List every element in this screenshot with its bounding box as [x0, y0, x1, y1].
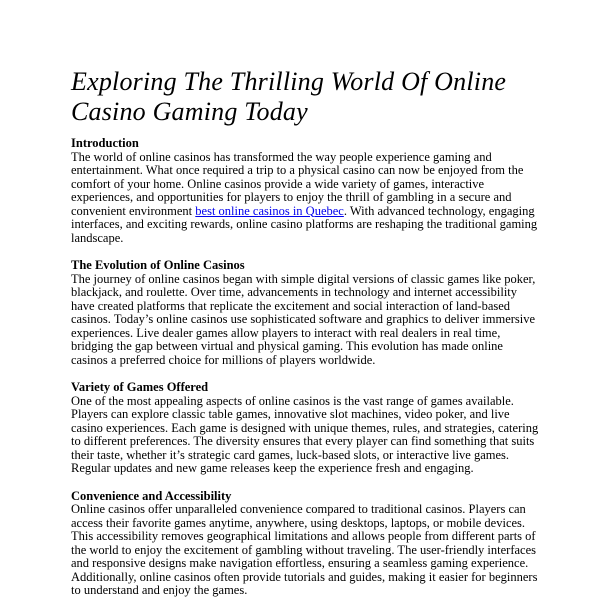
article-title	[71, 67, 541, 127]
section-heading-convenience: Convenience and Accessibility	[71, 488, 232, 503]
section-paragraph-convenience: Online casinos offer unparalleled convenience compared to traditional casinos. Players can access their favorite games anytime, anywhere, using desktops, laptops, or mobile devices. This accessibility removes geographical limitations and allows people from different parts of the world to enjoy the excitement of gambling without traveling. The user-friendly interfaces and responsive designs make navigation effortless, ensuring a seamless gaming experience. Additionally, online casinos often provide tutorials and guides, making it easier for beginners to understand and enjoy the games.	[71, 502, 538, 597]
article-title-line-2: Casino Gaming Today	[71, 97, 308, 126]
quebec-casinos-link[interactable]: best online casinos in Quebec	[195, 203, 344, 218]
section-convenience	[71, 490, 541, 598]
section-heading-evolution: The Evolution of Online Casinos	[71, 258, 245, 272]
section-paragraph-evolution: The journey of online casinos began with simple digital versions of classic games like poker, blackjack, and roulette. Over time, advancements in technology and internet accessibility have created platforms that replicate the excitement and social interaction of land-based casinos. Today’s online casinos use sophisticated software and graphics to deliver immersive experiences. Live dealer games allow players to interact with real dealers in real time, bridging the gap between virtual and physical gaming. This evolution has made online casinos a preferred choice for millions of players worldwide.	[71, 271, 536, 367]
article-title-line-1: Exploring The Thrilling World Of Online	[71, 67, 507, 96]
section-heading-variety: Variety of Games Offered	[71, 380, 209, 394]
section-evolution	[71, 259, 541, 367]
section-paragraph-introduction	[71, 151, 541, 246]
section-heading-introduction: Introduction	[71, 136, 139, 150]
paragraph-text-after-link: . With advanced technology, engaging interfaces, and exciting rewards, online casino platforms are reshaping the traditional gaming landscape.	[71, 203, 538, 245]
section-introduction	[71, 137, 541, 245]
section-paragraph-variety: One of the most appealing aspects of online casinos is the vast range of games available. Players can explore classic table games, innovative slot machines, video poker, and live casino experiences. Each game is designed with unique themes, rules, and strategies, catering to different preferences. The diversity ensures that every player can find something that suits their taste, whether it’s strategic card games, luck-based slots, or interactive live games. Regular updates and new game releases keep the experience fresh and engaging.	[71, 393, 539, 475]
paragraph-text-before-link: The world of online casinos has transformed the way people experience gaming and entertainment. What once required a trip to a physical casino can now be enjoyed from the comfort of your home. Online casinos provide a wide variety of games, interactive experiences, and opportunities for players to enjoy the thrill of gambling in a secure and convenient environment	[71, 149, 524, 218]
section-variety	[71, 381, 541, 476]
